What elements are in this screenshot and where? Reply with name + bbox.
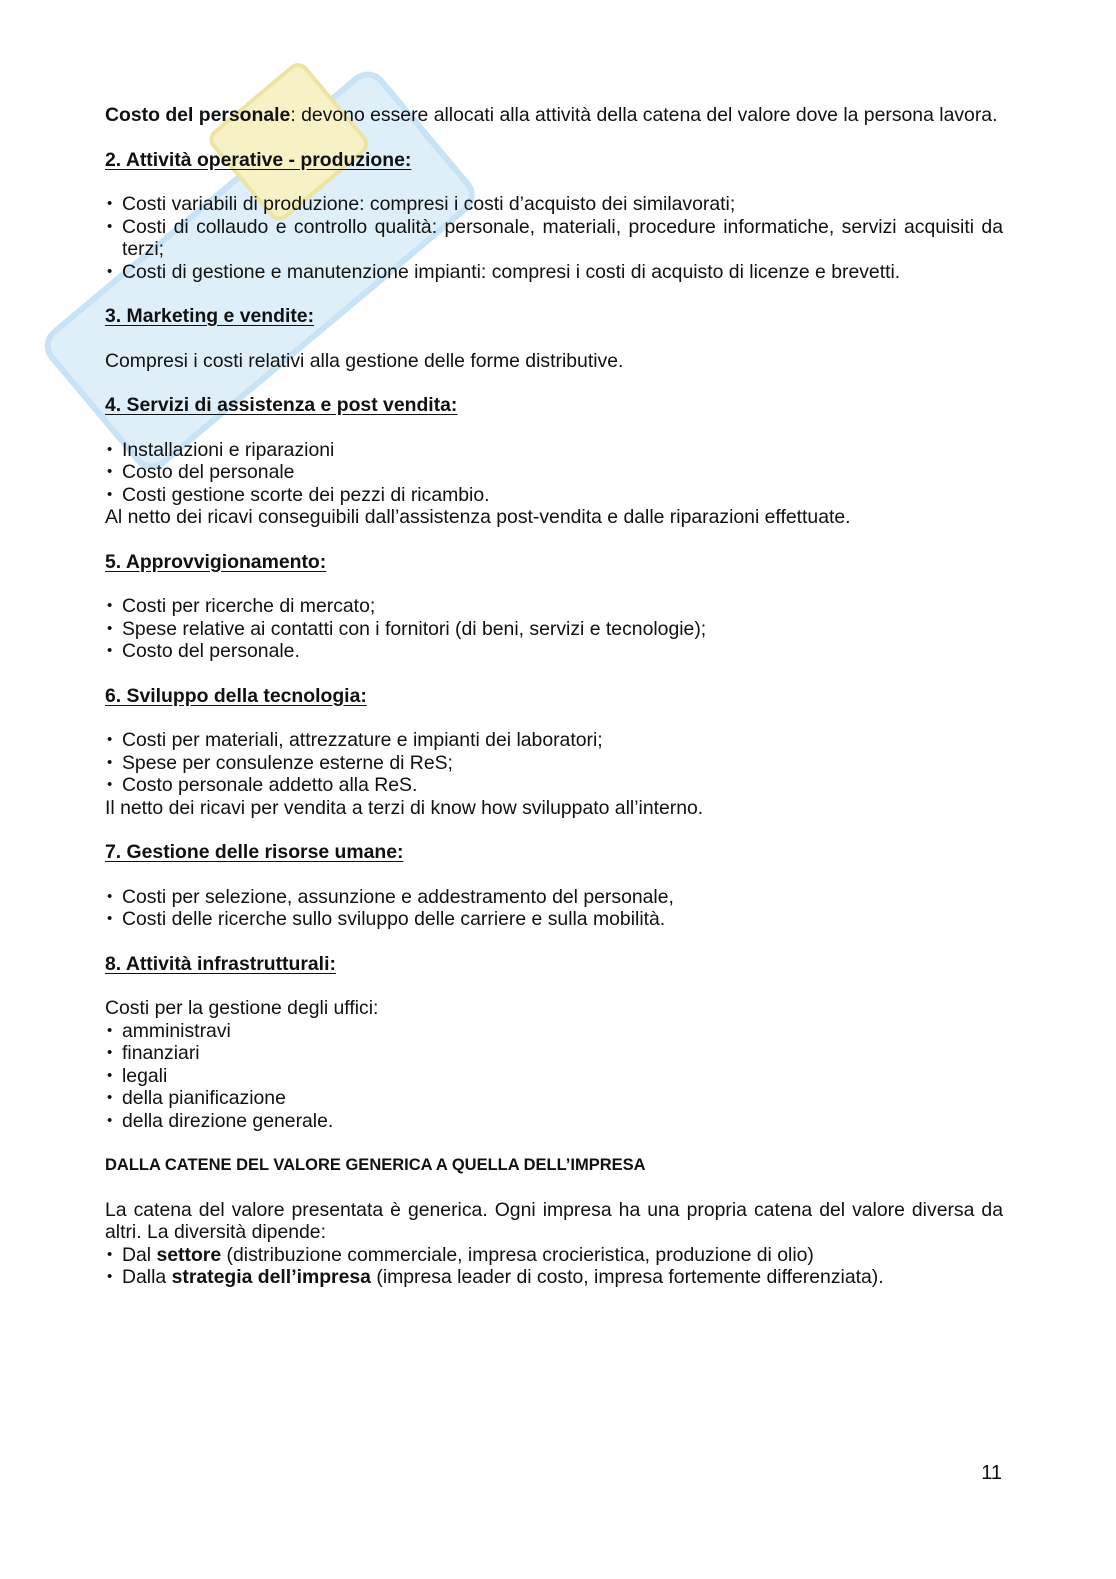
section-note: Al netto dei ricavi conseguibili dall’assistenza post-vendita e dalle riparazioni effettuate. xyxy=(105,506,851,528)
section-heading: 5. Approvvigionamento: xyxy=(105,550,327,573)
list-item: • Costi gestione scorte dei pezzi di ricambio. xyxy=(105,484,1003,507)
item-prefix: Dal xyxy=(122,1243,157,1266)
list-item xyxy=(105,1244,1003,1267)
list-item: • Costi per materiali, attrezzature e impianti dei laboratori; xyxy=(105,729,1003,752)
bullet-list xyxy=(105,1020,1003,1133)
section-note: Il netto dei ricavi per vendita a terzi di know how sviluppato all’interno. xyxy=(105,796,704,819)
list-item: • Costi di collaudo e controllo qualità: personale, materiali, procedure informatiche, servizi acquisiti da terzi; xyxy=(105,216,1003,261)
intro-text: : devono essere allocati alla attività della catena del valore dove la persona lavora. xyxy=(290,104,998,126)
item-bold: settore xyxy=(156,1243,222,1266)
list-item: • Costo del personale. xyxy=(105,640,1003,663)
list-item: • della direzione generale. xyxy=(105,1110,1003,1133)
final-paragraph: La catena del valore presentata è generica. Ogni impresa ha una propria catena del valore diversa da altri. La diversità dipende: xyxy=(105,1198,1003,1243)
list-item: • Spese relative ai contatti con i fornitori (di beni, servizi e tecnologie); xyxy=(105,618,1003,641)
section-text: Compresi i costi relativi alla gestione delle forme distributive. xyxy=(105,349,624,372)
item-bold: strategia dell’impresa xyxy=(171,1266,371,1288)
list-item: • Costo del personale xyxy=(105,461,1003,484)
page-number: 11 xyxy=(981,1462,1002,1484)
section-heading: 6. Sviluppo della tecnologia: xyxy=(105,684,367,707)
intro-bold: Costo del personale xyxy=(105,104,291,126)
bullet-list xyxy=(105,729,1003,797)
bullet-list xyxy=(105,439,1003,507)
item-suffix: (impresa leader di costo, impresa fortemente differenziata). xyxy=(370,1266,884,1288)
list-item: • Costi di gestione e manutenzione impianti: compresi i costi di acquisto di licenze e brevetti. xyxy=(105,261,1003,284)
section-heading: 2. Attività operative - produzione: xyxy=(105,148,412,171)
section-heading: 4. Servizi di assistenza e post vendita: xyxy=(105,394,458,416)
section-heading: 7. Gestione delle risorse umane: xyxy=(105,841,404,863)
intro-paragraph xyxy=(105,104,1003,127)
bullet-list xyxy=(105,193,1003,283)
section-heading: 8. Attività infrastrutturali: xyxy=(105,952,336,975)
list-item: • legali xyxy=(105,1065,1003,1088)
bullet-list xyxy=(105,595,1003,663)
list-item: • Costi variabili di produzione: compresi i costi d’acquisto dei similavorati; xyxy=(105,193,1003,216)
bullet-list xyxy=(105,886,1003,931)
list-item: • amministravi xyxy=(105,1020,1003,1043)
list-item xyxy=(105,1266,1003,1289)
list-item: • della pianificazione xyxy=(105,1087,1003,1110)
list-item: • Costi delle ricerche sullo sviluppo delle carriere e sulla mobilità. xyxy=(105,908,1003,931)
list-item: • Costi per selezione, assunzione e addestramento del personale, xyxy=(105,886,1003,909)
bullet-list xyxy=(105,1244,1003,1289)
list-item: • Installazioni e riparazioni xyxy=(105,439,1003,462)
item-prefix: Dalla xyxy=(122,1266,172,1288)
list-item: • Costi per ricerche di mercato; xyxy=(105,595,1003,618)
section-heading: 3. Marketing e vendite: xyxy=(105,305,315,327)
section-intro: Costi per la gestione degli uffici: xyxy=(105,997,379,1019)
list-item: • finanziari xyxy=(105,1042,1003,1065)
list-item: • Spese per consulenze esterne di ReS; xyxy=(105,752,1003,775)
item-suffix: (distribuzione commerciale, impresa crocieristica, produzione di olio) xyxy=(221,1243,814,1266)
document-body xyxy=(105,104,1003,1289)
list-item: • Costo personale addetto alla ReS. xyxy=(105,774,1003,797)
chapter-heading: DALLA CATENE DEL VALORE GENERICA A QUELLA DELL’IMPRESA xyxy=(105,1156,646,1174)
